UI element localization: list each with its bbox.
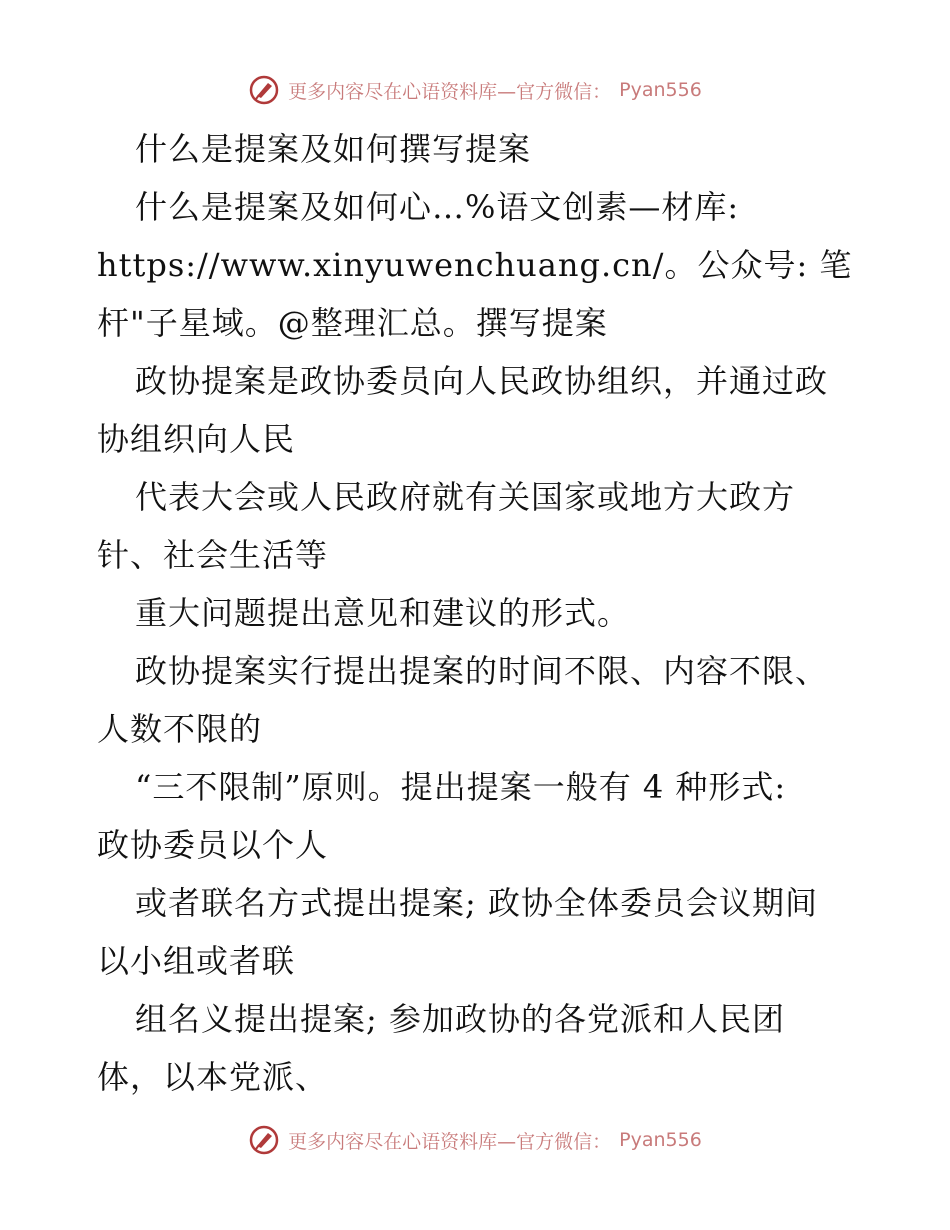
text-line: “三不限制”原则。提出提案一般有 4 种形式: [135,768,787,806]
text-line: 重大问题提出意见和建议的形式。 [135,594,631,632]
quill-pen-logo-icon [248,74,280,106]
text-line: 以小组或者联 [97,942,296,980]
text-line: 人数不限的 [97,710,263,748]
header-watermark-banner [0,70,950,110]
text-line: 体，以本党派、 [97,1058,329,1096]
text-line: 什么是提案及如何撰写提案 [135,130,532,168]
text-line: 政协提案实行提出提案的时间不限、内容不限、 [135,652,829,690]
text-line: 协组织向人民 [97,420,296,458]
text-line: 什么是提案及如何心…%语文创素—材库: [135,188,740,226]
text-line: 或者联名方式提出提案; 政协全体委员会议期间 [135,884,818,922]
footer-watermark-banner [0,1120,950,1160]
text-line: 组名义提出提案; 参加政协的各党派和人民团 [135,1000,785,1038]
text-line: 针、社会生活等 [97,536,329,574]
text-line: 政协委员以个人 [97,826,329,864]
text-line: 代表大会或人民政府就有关国家或地方大政方 [135,478,796,516]
text-line: 政协提案是政协委员向人民政协组织，并通过政 [135,362,829,400]
banner-wechat-id: Pyan556 [619,1129,702,1151]
banner-text: 更多内容尽在心语资料库—官方微信： [288,1130,612,1153]
banner-wechat-id: Pyan556 [619,79,702,101]
quill-pen-logo-icon [248,1124,280,1156]
banner-text: 更多内容尽在心语资料库—官方微信： [288,80,612,103]
text-line: 杆"子星域。@整理汇总。撰写提案 [97,304,608,342]
document-body [97,120,867,1106]
text-line: https://www.xinyuwenchuang.cn/。公众号: 笔 [97,246,853,284]
